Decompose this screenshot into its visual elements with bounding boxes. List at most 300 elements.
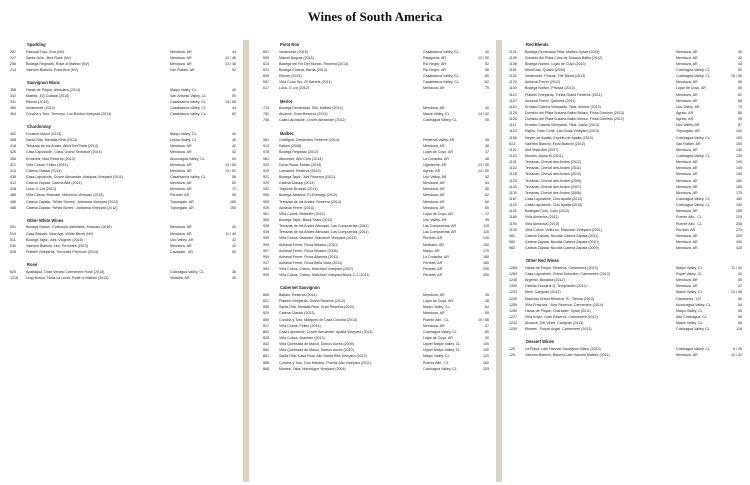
wine-name: Bodega Reginato, Rosé of Malbec (NV) [26, 61, 90, 66]
wine-code: 501 [10, 225, 16, 230]
wine-code: 1185 [509, 215, 517, 220]
wine-name: Achaval Ferrer, Finca Bella Vista (2011) [279, 261, 343, 265]
wine-name: Haras de Pirque, Albaclara (2014) [26, 87, 81, 92]
wine-price: 135 [736, 153, 742, 158]
wine-price: 42 [738, 271, 742, 276]
wine-region: Lujan de Cuyo, AR [423, 150, 453, 155]
wine-price: 90 [738, 117, 742, 122]
wine-price: 60 [738, 80, 742, 85]
menu-column-1 [10, 42, 236, 480]
wine-name: Neyen de Apalta, Espíritu de Apalta (2010) [525, 135, 593, 140]
wine-price: 150 [736, 172, 742, 177]
menu-column-3 [509, 42, 742, 480]
wine-code: 651 [263, 49, 269, 54]
wine-price: 40 [738, 49, 742, 54]
wine-price: 12 / 46 [225, 55, 236, 60]
wine-code: 1128 [509, 172, 517, 177]
wine-name: Casa Lapostolle, Cuvée Alexandre, Apalta Vineyard (2013) [279, 329, 373, 334]
wine-price: 15 / 56 [225, 100, 236, 105]
wine-region: Perdriel, AR [423, 236, 443, 241]
wine-region: Mendoza, AR [423, 106, 445, 111]
wine-region: Perdriel, AR [423, 267, 443, 272]
wine-section [509, 258, 742, 332]
wine-name: Catena Zapata, Nicolás Catena Zapata (2009) [525, 246, 599, 251]
wine-name: Casa Lapostolle, Grand Selection, Carmenere (2013) [525, 271, 610, 276]
wine-price: 190 [736, 203, 742, 208]
wine-region: Maipo Valley, CL [676, 308, 703, 313]
wine-region: Mendoza, AR [676, 98, 698, 103]
wine-code: 125 [509, 353, 515, 358]
wine-code: 1151 [509, 68, 517, 73]
wine-code: 605 [263, 55, 269, 60]
wine-price: 47 [485, 150, 489, 155]
wine-code: 829 [263, 311, 269, 316]
wine-region: La Consulta, AR [423, 156, 449, 161]
wine-region: Colchagua Valley, CL [423, 118, 458, 123]
wine-code: 919 [263, 168, 269, 173]
wine-region: Uco Valley, AR [170, 237, 194, 242]
wine-code: 342 [10, 93, 16, 98]
wine-price: 52 [485, 61, 489, 66]
wine-price: 180 [483, 254, 489, 259]
wine-name: Bodega Aleanna, El Enemigo (2012) [279, 193, 338, 198]
wine-section [10, 218, 236, 255]
wine-code: 813 [509, 141, 515, 146]
wine-name: Haras de Pirque, Character, Syrah (2011) [525, 308, 592, 313]
wine-price: 55 [485, 311, 489, 316]
wine-code: 425 [10, 150, 16, 155]
section-title: Dessert Wines [526, 339, 555, 345]
wine-region: Leyda Valley, CL [170, 138, 197, 143]
wine-name: Veramonte (2014) [26, 106, 55, 111]
wine-price: 245 [736, 221, 742, 226]
wine-price: 46 [485, 144, 489, 149]
wine-name: Terrazas, Cheval des Andes (2007) [525, 184, 582, 189]
wine-code: 905 [263, 199, 269, 204]
wine-price: 45 [485, 138, 489, 143]
wine-name: Viña Cobos, Volturno, Marchiori Vineyard (2011) [525, 227, 602, 232]
wine-code: 862 [263, 329, 269, 334]
wine-name: Rincón (2015) [279, 74, 302, 79]
wine-region: Maipo Valley, CL [423, 305, 450, 310]
wine-code: 1118 [509, 209, 517, 214]
wine-region: Mendoza, AR [423, 323, 445, 328]
wine-code: 412 [10, 181, 16, 186]
wine-region: Mendoza, AR [676, 278, 698, 283]
wine-code: 217 [10, 55, 16, 60]
wine-name: Bodega Reginato (2012) [279, 150, 319, 155]
wine-name: Riglos, Gran Corte, Las Divas Vineyard (2013) [525, 129, 600, 134]
wine-price: 50 [738, 68, 742, 73]
section-title: Merlot [280, 98, 293, 104]
wine-code: 510 [10, 231, 16, 236]
wine-code: 755 [263, 118, 269, 123]
wine-name: Viña Errazuriz , Max Reserva, Carmenere (2014) [525, 302, 604, 307]
wine-code: 999 [263, 236, 269, 241]
wine-name: Veramonte, Primus, The Blend (2013) [525, 74, 586, 79]
wine-price: 62 [738, 92, 742, 97]
wine-price: 95 [232, 193, 236, 198]
wine-code: 939 [263, 230, 269, 235]
wine-price: 62 [485, 193, 489, 198]
wine-price: 48 [485, 299, 489, 304]
wine-region: Mendoza, AR [676, 147, 698, 152]
wine-name: Catena Zapata, "White Bones", Adrianna Vineyard (2012) [26, 205, 118, 210]
wine-price: 65 [232, 181, 236, 186]
wine-region: Mendoza, AR [170, 55, 192, 60]
wine-region: Mendoza, AR [423, 144, 445, 149]
wine-price: 180 [483, 261, 489, 265]
wine-code: 486 [10, 193, 16, 198]
wine-region: Casablanca Valley, CL [423, 80, 459, 85]
wine-code: 1130 [509, 184, 517, 189]
wine-region: Maipo Valley, CL [170, 132, 197, 137]
wine-price: 400 [736, 239, 742, 244]
wine-name: Bodega Norton, Lujan de Cuyo (2013) [525, 61, 586, 66]
wine-name: Luigi Bosca, Finca La Linda, Rosé of Malbec (2013) [26, 275, 109, 280]
wine-region: Mendoza, AR [170, 150, 192, 155]
wine-name: Casa Lapostolle, Cuvée Alexandre, Atalayas Vineyard (2011) [26, 175, 123, 180]
wine-region: Mendoza, AR [423, 293, 445, 298]
wine-code: 982 [509, 246, 515, 251]
column-divider [496, 40, 502, 482]
wine-code: 1132 [509, 166, 517, 171]
wine-code: 1190 [509, 221, 517, 226]
wine-region: Colchagua Valley, CL [423, 329, 458, 334]
wine-region: Uco Valley, AR [676, 104, 700, 109]
wine-price: 185 [230, 199, 236, 204]
wine-code: 456 [10, 156, 16, 161]
wine-region: Lujan de Cuyo, AR [423, 211, 453, 216]
wine-code: 994 [263, 254, 269, 259]
wine-row [509, 326, 742, 332]
wine-region: Mendoza, AR [676, 246, 698, 251]
wine-section [263, 131, 489, 279]
wine-price: 50 [232, 250, 236, 255]
wine-region: Mendoza, AR [170, 168, 192, 173]
wine-region: Vistalba, AR [170, 275, 190, 280]
wine-row [263, 117, 489, 123]
wine-name: Veramonte (2015) [279, 49, 308, 54]
wine-region: Ugarteche, AR [423, 162, 447, 167]
wine-price: 295 [483, 267, 489, 272]
wine-price: 52 [485, 175, 489, 180]
wine-region: Mendoza, AR [676, 184, 698, 189]
wine-section [263, 285, 489, 371]
wine-price: 105 [736, 135, 742, 140]
wine-row [10, 111, 236, 117]
wine-name: Valentín Bianchi, Enzo Bianchi (2012) [525, 141, 586, 146]
wine-price: 140 [736, 160, 742, 165]
wine-code: 981 [263, 156, 269, 161]
wine-code: 1105 [509, 227, 517, 232]
wine-code: 997 [263, 248, 269, 253]
wine-price: 48 [485, 156, 489, 161]
wine-name: Montes, Taita, Marchigue Vineyard (2009) [279, 366, 346, 371]
wine-region: Mendoza, AR [423, 181, 445, 186]
wine-price: 40 [232, 138, 236, 143]
wine-code: 418 [10, 144, 16, 149]
wine-code: 859 [263, 317, 269, 322]
wine-name: Luca, G Lot (2013) [26, 187, 56, 192]
wine-name: Concha y Toro, Don Melchor, Puente Alto Vineyard (2011) [279, 360, 371, 365]
wine-region: Mendoza, AR [676, 80, 698, 85]
wine-section [10, 262, 236, 281]
wine-code: 1259 [509, 302, 517, 307]
wine-price: 14 / 52 [478, 112, 489, 117]
wine-code: 1260 [509, 271, 517, 276]
wine-region: Las Compuertas, AR [423, 230, 457, 235]
wine-name: Viña Cobos, Cobos, Marchiori Vineyard Block C-2 (2011) [279, 273, 370, 278]
wine-code: 468 [10, 138, 16, 143]
wine-name: Achaval Ferrer, Finca Mirador (2008) [279, 248, 338, 253]
wine-name: Catena Zapata, Catena Alta (2014) [26, 181, 82, 186]
wine-price: 180 [736, 196, 742, 201]
wine-region: Perdriel, AR [170, 193, 190, 198]
wine-region: Mendoza, AR [676, 209, 698, 214]
wine-code: 452 [10, 132, 16, 137]
wine-region: Tupungato, AR [170, 205, 194, 210]
wine-region: Casablanca Valley, CL [170, 112, 206, 117]
wine-region: Uco Valley, AR [676, 123, 700, 128]
wine-region: Mendoza, AR [170, 162, 192, 167]
wine-code: 659 [263, 74, 269, 79]
wine-code: 961 [263, 138, 269, 143]
wine-region: Maule Valley, CL [423, 112, 450, 117]
section-title: Other Red Wines [526, 258, 559, 264]
wine-price: 95 [485, 218, 489, 223]
wine-region: Maule Valley, CL [676, 290, 703, 295]
wine-region: Mendoza, AR [676, 160, 698, 165]
wine-region: Maipu, AR [423, 248, 440, 253]
wine-name: Catena Classic (2014) [279, 181, 315, 186]
wine-region: Puente Alto , CL [676, 221, 702, 226]
wine-code: 995 [263, 242, 269, 247]
wine-region: Mendoza, AR [676, 178, 698, 183]
wine-price: 118 [736, 327, 742, 332]
wine-price: 275 [736, 227, 742, 232]
wine-region: Mendoza, AR [676, 166, 698, 171]
wine-name: Bodega Norton, Privada (2013) [525, 86, 575, 91]
wine-price: 40 [232, 87, 236, 92]
wine-code: 999 [263, 273, 269, 278]
wine-price: 72 [232, 187, 236, 192]
wine-price: 130 [736, 147, 742, 152]
wine-row [10, 249, 236, 255]
wine-code: 214 [10, 68, 16, 73]
wine-code: 488 [10, 205, 16, 210]
wine-name: Achaval-Ferrer (2012) [525, 80, 561, 85]
wine-name: Viña Cobos, Felino (2014) [26, 162, 68, 167]
wine-region: Mendoza, AR [676, 239, 698, 244]
wine-code: 1250 [509, 308, 517, 313]
wine-region: Rapel Valley, CL [676, 271, 703, 276]
page-title: Wines of South America [307, 9, 443, 24]
wine-code: 613 [263, 61, 269, 66]
wine-region: Aconcagua Valley, CL [676, 302, 711, 307]
wine-name: Santa Rita, Medalla Real, Gran Reserva (2010) [279, 305, 355, 310]
wine-code: 1242 [509, 321, 517, 326]
wine-code: 1113 [509, 92, 517, 97]
wine-code: 364 [10, 112, 16, 117]
wine-code: 978 [263, 150, 269, 155]
wine-name: Santa Rita, Casa Real, Alto Santa Rita Vineyard (2013) [279, 354, 367, 359]
wine-price: 44 [232, 106, 236, 111]
wine-price: 60 [485, 199, 489, 204]
wine-name: Casa Lapostolle, Cuvée Alexandre (2012) [279, 118, 346, 123]
wine-code: 1106 [509, 55, 517, 60]
wine-name: Trapiche Broquel (2014) [279, 187, 318, 192]
wine-name: Montes, Alpha M (2011) [525, 153, 563, 158]
wine-region: Casablanca Valley, CL [423, 74, 459, 79]
section-title: Sauvignon Blanc [27, 80, 61, 86]
wine-name: Piattelli Vineyards, Torrontés Premium (2014) [26, 250, 99, 255]
wine-name: Viña Cobos, Bramare (2013) [279, 211, 325, 216]
wine-row [263, 366, 489, 372]
wine-region: Maipo Valley, CL [676, 265, 703, 270]
wine-region: Cavayate , AR [170, 250, 193, 255]
wine-region: Colchagua Valley, CL [676, 74, 711, 79]
wine-price: 54 [738, 302, 742, 307]
wine-name: Bodega Chacra, Barda (2013) [279, 68, 327, 73]
wine-section [509, 42, 742, 251]
wine-name: Valentín Bianchi, Bianchi Late Harvest Malbec (2011) [525, 353, 610, 358]
wine-code: 414 [10, 168, 16, 173]
wine-code: 1259 [509, 327, 517, 332]
wine-region: Uco Valley, AR [423, 175, 447, 180]
wine-price: 115 [483, 224, 489, 229]
wine-code: 667 [263, 80, 269, 85]
section-title: Sparkling [27, 42, 46, 47]
wine-price: 42 [232, 150, 236, 155]
wine-price: 75 [485, 86, 489, 91]
wine-code: 511 [10, 237, 16, 242]
wine-code: 1126 [509, 117, 517, 122]
wine-price: 50 [232, 93, 236, 98]
wine-name: Casa Lapostolle, Clos Apalta (2010) [525, 203, 583, 208]
wine-code: 828 [263, 336, 269, 340]
wine-name: Altocedro, Año Cero (2014) [279, 156, 323, 161]
wine-code: 842 [263, 342, 269, 347]
wine-code: 621 [263, 68, 269, 73]
wine-name: Bodega Tapiz, Jubi, Viognier (2015) [26, 237, 83, 242]
wine-code: 341 [10, 100, 16, 105]
wine-code: 206 [10, 61, 16, 66]
wine-region: Patagonia, AR [423, 55, 446, 60]
wine-name: Achaval Ferrer, Finca Mirador (2010) [279, 242, 338, 247]
wine-code: 1129 [509, 178, 517, 183]
wine-region: Mendoza, AR [676, 61, 698, 66]
wine-code: 1120 [509, 203, 517, 208]
wine-name: Pascual Toso, Brut (NV) [26, 49, 65, 54]
wine-price: 120 [483, 354, 489, 359]
wine-region: Colchagua Valley, CL [676, 203, 711, 208]
wine-name: Dona Paula, Estate (2014) [279, 162, 322, 167]
wine-region: Mendoza, AR [170, 49, 192, 54]
wine-name: Catena Classic (2014) [26, 168, 62, 173]
wine-code: 1121 [509, 147, 517, 152]
wine-section [10, 124, 236, 210]
wine-name: Catena Zapata, Nicolás Catena Zapata (2011) [525, 233, 599, 238]
wine-price: 13 / 50 [478, 55, 489, 60]
section-title: Cabernet Sauvignon [280, 285, 320, 291]
wine-name: Concha y Toro, Terrunyo, Los Boldos Vineyard (2014) [26, 112, 112, 117]
wine-price: 195 [736, 209, 742, 214]
wine-price: 195 [230, 205, 236, 210]
wine-region: Mendoza, AR [676, 172, 698, 177]
wine-region: Alto Colchagua, CL [676, 314, 707, 319]
wine-region: Colchagua Valley, CL [676, 68, 711, 73]
wine-name: Valentín Bianchi, Extra Brut (NV) [26, 68, 79, 73]
wine-region: Colchagua Valley, CL [676, 346, 711, 351]
wine-region: Upper Maipo Valley, CL [423, 342, 461, 347]
wine-code: 1163 [509, 153, 517, 158]
wine-region: Lujan de Cuyo, AR [676, 86, 706, 91]
wine-code: 360 [10, 106, 16, 111]
wine-price: 50 [738, 296, 742, 301]
wine-name: Luca, G Lot (2012) [279, 86, 309, 91]
wine-price: 45 [232, 275, 236, 280]
wine-name: La Playa, Late Harvest Sauvignon Blanc (2013) [525, 346, 601, 351]
wine-region: Rio Negro, AR [423, 61, 446, 66]
wine-region: Medrano, AR [423, 242, 444, 247]
wine-code: 981 [509, 233, 515, 238]
wine-price: 58 [232, 175, 236, 180]
wine-price: 44 [738, 61, 742, 66]
wine-price: 60 [485, 74, 489, 79]
wine-name: Ernesto Catena Vineyards, Tikal, Jubilo (2013) [525, 123, 600, 128]
wine-region: Mendoza, AR [423, 86, 445, 91]
wine-region: Upper Maipo Valley, CL [423, 348, 461, 353]
wine-name: Casa Lapostolle, Clos Apalta (2012) [525, 196, 583, 201]
wine-code: 715 [263, 106, 269, 111]
wine-code: 1131 [509, 160, 517, 165]
section-title: Other White Wines [27, 217, 64, 223]
wine-name: Terrazas, Cheval des Andes (2010) [525, 172, 582, 177]
wine-name: Bodega Tapiz, Black Tears (2011) [279, 218, 333, 223]
wine-name: Viña Quebrada de Macul, Domus Aurea (2009) [279, 342, 354, 347]
wine-code: 806 [263, 293, 269, 298]
wine-name: Bodega Esmeralda, Tilki, Malbec (2013) [279, 106, 343, 111]
wine-price: 56 [738, 314, 742, 319]
wine-region: Perdriel, AR [423, 273, 443, 278]
wine-code: 435 [10, 175, 16, 180]
wine-name: Viña Koyle, Gran Reserva, Carmenere (2012) [525, 314, 598, 319]
wine-region: Mendoza, AR [170, 225, 192, 230]
wine-name: Achaval Ferrer, Finca Altamira (2011) [279, 254, 339, 259]
wine-code: 1167 [509, 196, 517, 201]
wine-name: Familia Zuccardi Q, Tempranillo (2011) [525, 284, 587, 289]
wine-price: 11 / 40 [731, 265, 742, 270]
wine-price: 160 [736, 178, 742, 183]
wine-code: 961 [263, 211, 269, 216]
wine-name: Dominio del Plata Susana Balbo Brioso, Finca Dominio (2012) [525, 117, 625, 122]
wine-name: Apaltagua, Gran Verano Carmenere Rose (2015) [26, 269, 105, 274]
wine-price: 36 [232, 269, 236, 274]
wine-price: 11 / 40 [225, 231, 236, 236]
wine-price: 115 [483, 230, 489, 235]
wine-price: 44 [232, 49, 236, 54]
wine-name: Valentín Bianchi, Leo, Torrontés (2013) [26, 243, 88, 248]
wine-price: 175 [483, 248, 489, 253]
wine-region: Mendoza, AR [170, 181, 192, 186]
wine-price: 68 [738, 98, 742, 103]
wine-region: Pedernal Valley, AR [423, 138, 455, 143]
wine-name: Terrazas de los Andes Afincado, Las Compuertas (2011) [279, 224, 369, 229]
wine-price: 65 [485, 205, 489, 210]
wine-region: Rio Negro, AR [423, 68, 446, 73]
wine-price: 13 / 48 [225, 61, 236, 66]
